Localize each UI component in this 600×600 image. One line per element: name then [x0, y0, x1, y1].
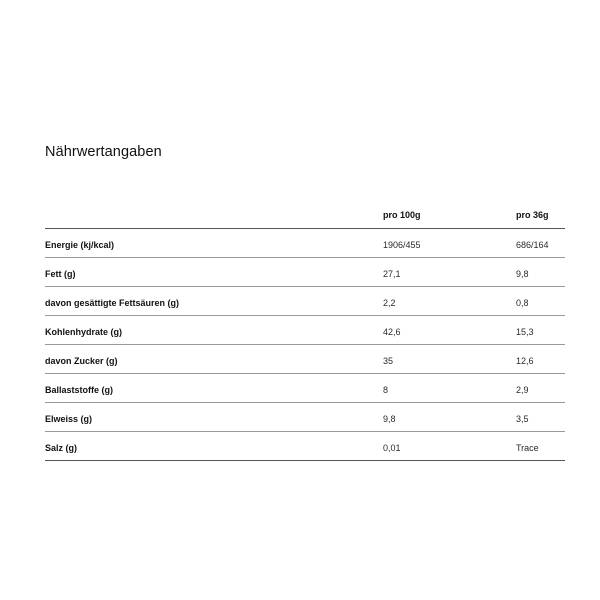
table-header-row [45, 200, 565, 229]
table-row [45, 432, 565, 461]
table-row [45, 403, 565, 432]
table-row [45, 258, 565, 287]
value-per-100g: 0,01 [383, 443, 401, 453]
page-title: Nährwertangaben [45, 144, 162, 160]
nutrient-label: Energie (kj/kcal) [45, 240, 115, 250]
value-per-100g: 27,1 [383, 269, 401, 279]
nutrient-label: Elweiss (g) [45, 414, 93, 424]
nutrient-label: Fett (g) [45, 269, 76, 279]
header-per-100g: pro 100g [383, 210, 421, 220]
value-per-36g: 686/164 [516, 240, 549, 250]
table-row [45, 345, 565, 374]
nutrient-label: davon gesättigte Fettsäuren (g) [45, 298, 180, 308]
table-row [45, 287, 565, 316]
value-per-36g: 0,8 [516, 298, 529, 308]
nutrient-label: Kohlenhydrate (g) [45, 327, 123, 337]
value-per-100g: 42,6 [383, 327, 401, 337]
value-per-36g: 12,6 [516, 356, 534, 366]
value-per-100g: 35 [383, 356, 394, 366]
table-row [45, 374, 565, 403]
value-per-36g: 9,8 [516, 269, 529, 279]
value-per-100g: 1906/455 [383, 240, 421, 250]
nutrient-label: Ballaststoffe (g) [45, 385, 114, 395]
value-per-36g: Trace [516, 443, 539, 453]
value-per-100g: 9,8 [383, 414, 396, 424]
value-per-36g: 2,9 [516, 385, 529, 395]
header-per-36g: pro 36g [516, 210, 549, 220]
table-row [45, 316, 565, 345]
value-per-36g: 3,5 [516, 414, 529, 424]
table-row [45, 229, 565, 258]
nutrient-label: Salz (g) [45, 443, 78, 453]
value-per-100g: 2,2 [383, 298, 396, 308]
value-per-36g: 15,3 [516, 327, 534, 337]
nutrient-label: davon Zucker (g) [45, 356, 118, 366]
nutrition-table [45, 200, 565, 461]
value-per-100g: 8 [383, 385, 389, 395]
